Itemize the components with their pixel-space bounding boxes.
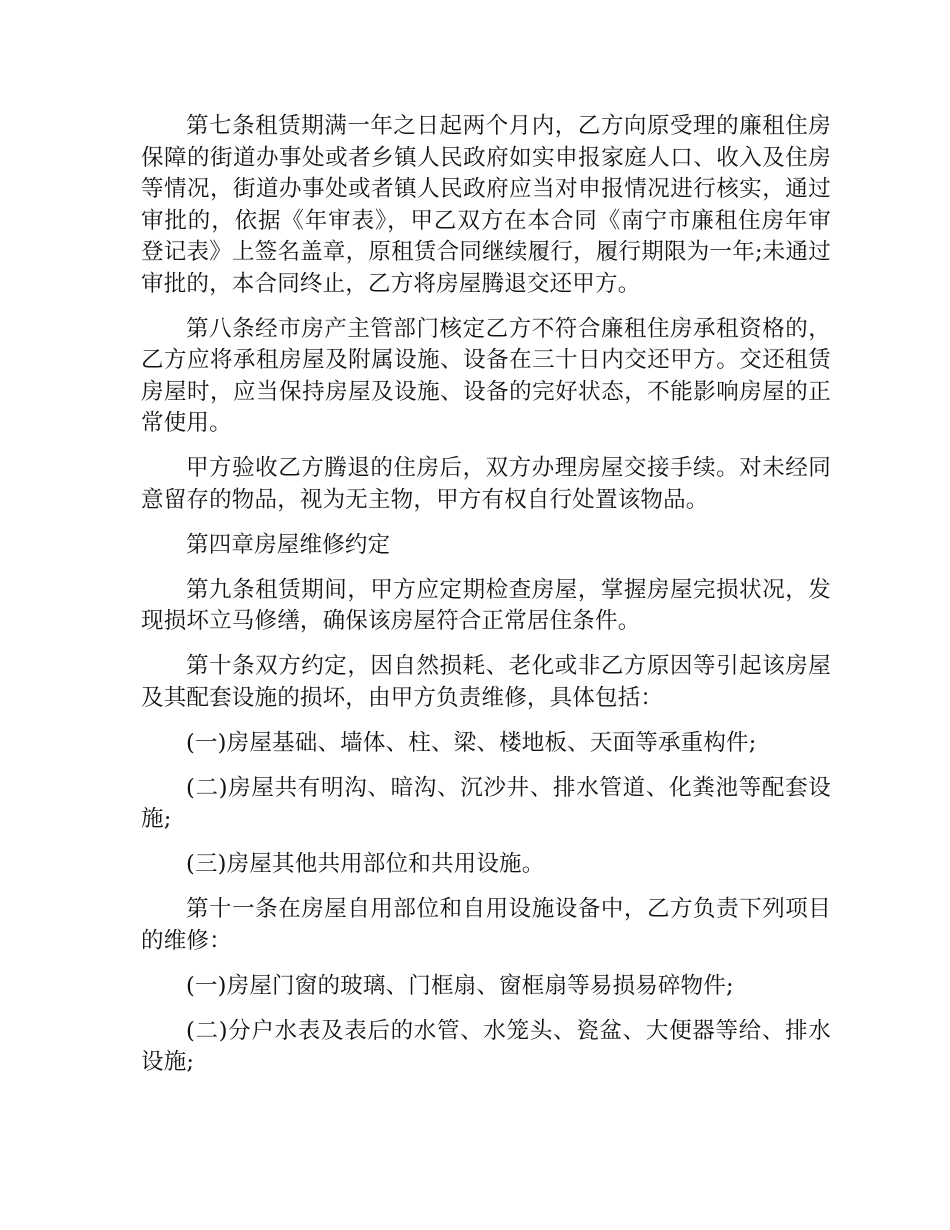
paragraph-article-8: 第八条经市房产主管部门核定乙方不符合廉租住房承租资格的，乙方应将承租房屋及附属设施、设备在三十日内交还甲方。交还租赁房屋时，应当保持房屋及设施、设备的完好状态，不能影响房屋的正常使用。 (141, 315, 831, 436)
paragraph-article-7: 第七条租赁期满一年之日起两个月内，乙方向原受理的廉租住房保障的街道办事处或者乡镇人民政府如实申报家庭人口、收入及住房等情况，街道办事处或者镇人民政府应当对申报情况进行核实，通过审批的，依据《年审表》，甲乙双方在本合同《南宁市廉租住房年审登记表》上签名盖章，原租赁合同继续履行，履行期限为一年;未通过审批的，本合同终止，乙方将房屋腾退交还甲方。 (141, 113, 831, 297)
list-item-11-2: (二)分户水表及表后的水管、水笼头、瓷盆、大便器等给、排水设施; (141, 1017, 831, 1075)
list-item-11-1: (一)房屋门窗的玻璃、门框扇、窗框扇等易损易碎物件; (186, 972, 734, 999)
chapter-heading: 第四章房屋维修约定 (186, 531, 391, 558)
paragraph-handover: 甲方验收乙方腾退的住房后，双方办理房屋交接手续。对未经同意留存的物品，视为无主物，甲方有权自行处置该物品。 (141, 455, 831, 513)
list-item-10-3: (三)房屋其他共用部位和共用设施。 (186, 851, 545, 877)
list-item-10-1: (一)房屋基础、墙体、柱、梁、楼地板、天面等承重构件; (186, 729, 757, 756)
list-item-10-2: (二)房屋共有明沟、暗沟、沉沙井、排水管道、化粪池等配套设施; (141, 774, 831, 832)
paragraph-article-9: 第九条租赁期间，甲方应定期检查房屋，掌握房屋完损状况，发现损坏立马修缮，确保该房屋符合正常居住条件。 (141, 576, 831, 634)
paragraph-article-10: 第十条双方约定，因自然损耗、老化或非乙方原因等引起该房屋及其配套设施的损坏，由甲方负责维修，具体包括： (141, 653, 831, 711)
paragraph-article-11: 第十一条在房屋自用部位和自用设施设备中，乙方负责下列项目的维修： (141, 896, 831, 954)
document-page (141, 111, 831, 1092)
